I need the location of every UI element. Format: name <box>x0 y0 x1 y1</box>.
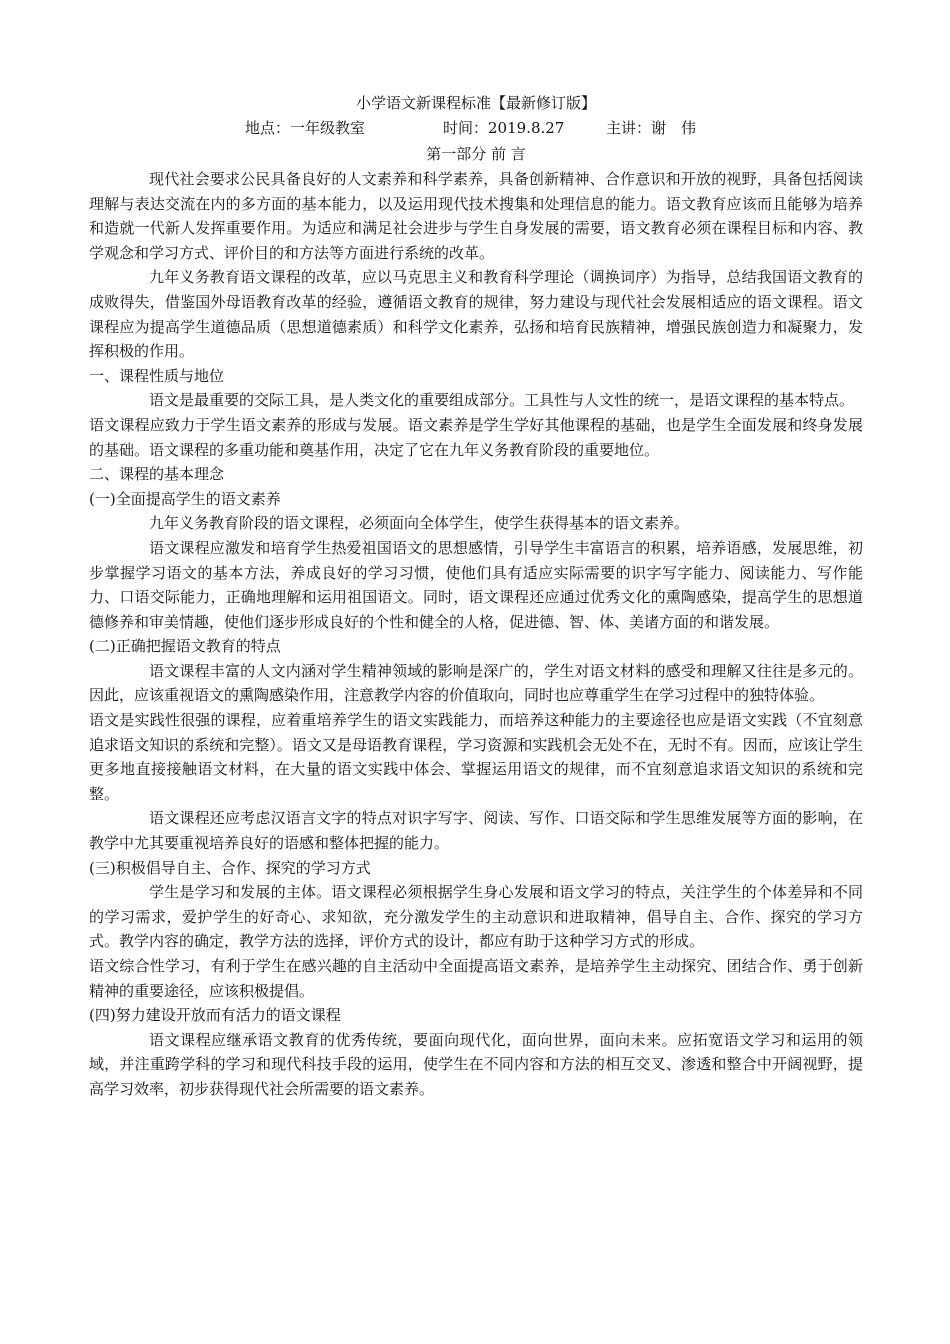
location-text: 地点：一年级教室 <box>245 119 366 137</box>
body-paragraph: 语文是实践性很强的课程，应着重培养学生的语文实践能力，而培养这种能力的主要途径也应是语文实践（不宜刻意追求语文知识的系统和完整）。语文又是母语教育课程，学习资源和实践机会无处不在，无时不有。因而，应该让学生更多地直接接触语文材料，在大量的语文实践中体会、掌握运用语文的规律，而不宜刻意追求语文知识的系统和完整。 <box>89 711 863 803</box>
body-paragraph: 语文课程应继承语文教育的优秀传统，要面向现代化，面向世界，面向未来。应拓宽语文学习和运用的领域，并注重跨学科的学习和现代科技手段的运用，使学生在不同内容和方法的相互交叉、渗透和整合中开阔视野，提高学习效率，初步获得现代社会所需要的语文素养。 <box>89 1030 863 1098</box>
subsection-heading: (二)正确把握语文教育的特点 <box>89 637 281 656</box>
document-title: 小学语文新课程标准【最新修订版】 <box>355 94 596 112</box>
body-paragraph: 学生是学习和发展的主体。语文课程必须根据学生身心发展和语文学习的特点，关注学生的个体差异和不同的学习需求，爱护学生的好奇心、求知欲，充分激发学生的主动意识和进取精神，倡导自主、合作、探究的学习方式。教学内容的确定，教学方法的选择，评价方式的设计，都应有助于这种学习方式的形成。 <box>89 883 863 951</box>
body-paragraph: 语文课程应激发和培育学生热爱祖国语文的思想感情，引导学生丰富语言的积累，培养语感，发展思维，初步掌握学习语文的基本方法，养成良好的学习习惯，使他们具有适应实际需要的识字写字能力、阅读能力、写作能力、口语交际能力，正确地理解和运用祖国语文。同时，语文课程还应通过优秀文化的熏陶感染，提高学生的思想道德修养和审美情趣，使他们逐步形成良好的个性和健全的人格，促进德、智、体、美诸方面的和谐发展。 <box>89 538 863 631</box>
subsection-heading: (四)努力建设开放而有活力的语文课程 <box>89 1006 341 1025</box>
body-paragraph: 语文课程还应考虑汉语言文字的特点对识字写字、阅读、写作、口语交际和学生思维发展等方面的影响，在教学中尤其要重视培养良好的语感和整体把握的能力。 <box>89 809 863 853</box>
section-heading: 一、课程性质与地位 <box>89 366 225 385</box>
part-title: 第一部分 前 言 <box>426 145 526 163</box>
document-page <box>89 91 863 1102</box>
subsection-heading: (三)积极倡导自主、合作、探究的学习方式 <box>89 858 371 877</box>
subsection-heading: (一)全面提高学生的语文素养 <box>89 489 281 508</box>
section-heading: 二、课程的基本理念 <box>89 465 225 484</box>
body-paragraph: 九年义务教育阶段的语文课程，必须面向全体学生，使学生获得基本的语文素养。 <box>149 514 690 533</box>
body-paragraph: 语文是最重要的交际工具，是人类文化的重要组成部分。工具性与人文性的统一，是语文课程的基本特点。 <box>149 391 855 410</box>
lecture-info <box>89 115 863 141</box>
body-paragraph: 语文课程应致力于学生语文素养的形成与发展。语文素养是学生学好其他课程的基础，也是学生全面发展和终身发展的基础。语文课程的多重功能和奠基作用，决定了它在九年义务教育阶段的重要地位。 <box>89 415 863 459</box>
preface-paragraph: 现代社会要求公民具备良好的人文素养和科学素养，具备创新精神、合作意识和开放的视野，具备包括阅读理解与表达交流在内的多方面的基本能力，以及运用现代技术搜集和处理信息的能力。语文教育应该而且能够为培养和造就一代新人发挥重要作用。为适应和满足社会进步与学生自身发展的需要，语文教育必须在课程目标和内容、教学观念和学习方式、评价目的和方法等方面进行系统的改革。 <box>89 170 863 262</box>
body-paragraph: 语文课程丰富的人文内涵对学生精神领域的影响是深广的，学生对语文材料的感受和理解又往往是多元的。因此，应该重视语文的熏陶感染作用，注意教学内容的价值取向，同时也应尊重学生在学习过程中的独特体验。 <box>89 661 863 705</box>
preface-paragraph: 九年义务教育语文课程的改革，应以马克思主义和教育科学理论（调换词序）为指导，总结我国语文教育的成败得失，借鉴国外母语教育改革的经验，遵循语文教育的规律，努力建设与现代社会发展相适应的语文课程。语文课程应为提高学生道德品质（思想道德素质）和科学文化素养，弘扬和培育民族精神，增强民族创造力和凝聚力，发挥积极的作用。 <box>89 268 863 361</box>
time-text: 时间：2019.8.27 <box>443 119 565 137</box>
body-paragraph: 语文综合性学习，有利于学生在感兴趣的自主活动中全面提高语文素养，是培养学生主动探究、团结合作、勇于创新精神的重要途径，应该积极提倡。 <box>89 957 863 1000</box>
speaker-text: 主讲：谢 伟 <box>606 119 697 137</box>
